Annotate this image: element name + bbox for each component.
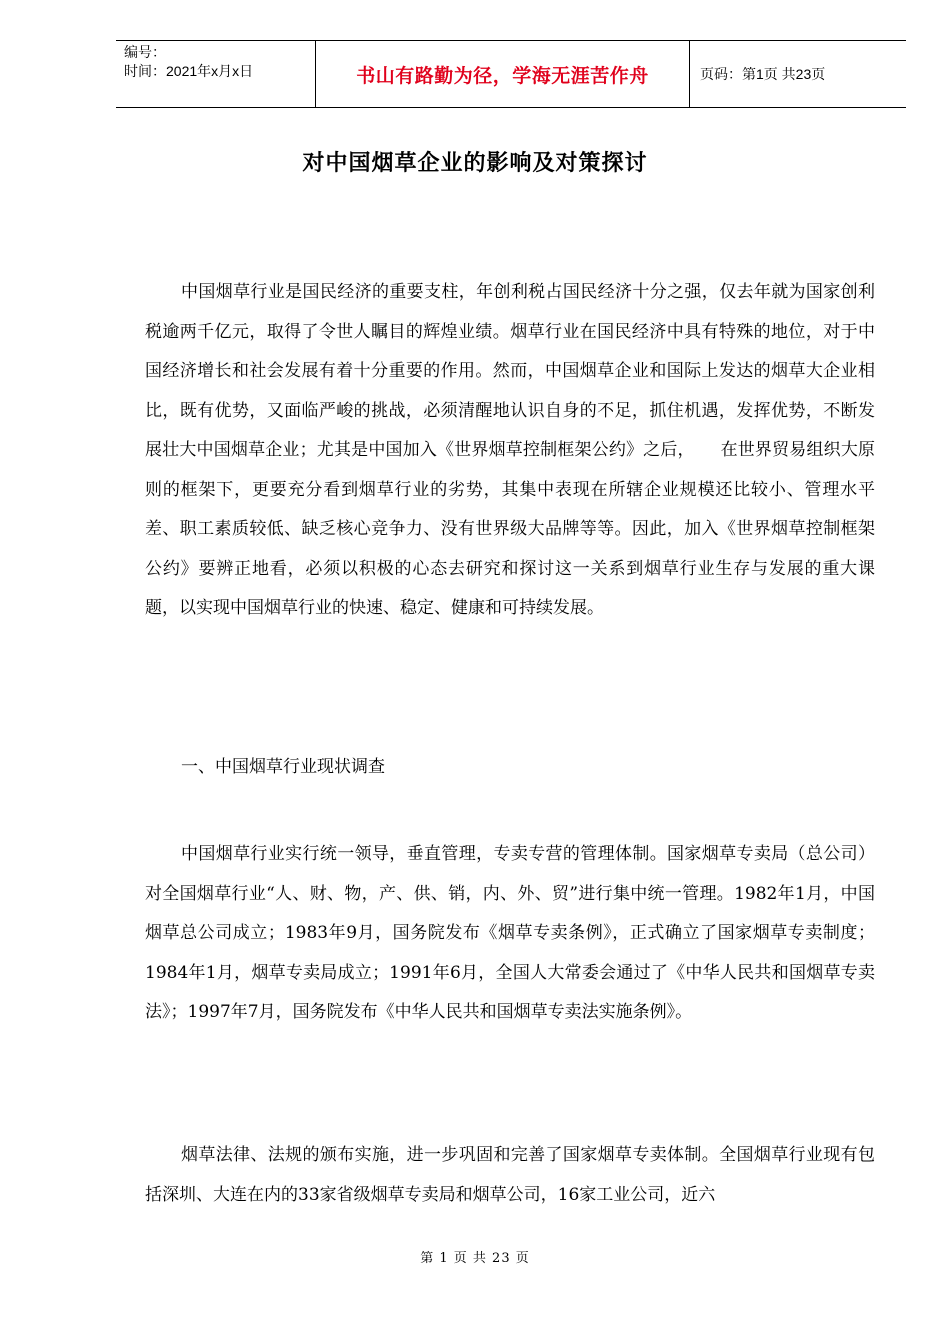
body-paragraph: 烟草法律、法规的颁布实施，进一步巩固和完善了国家烟草专卖体制。全国烟草行业现有包括深圳、大连在内的33家省级烟草专卖局和烟草公司，16家工业公司，近六 [145, 1145, 875, 1205]
intro-paragraph: 中国烟草行业是国民经济的重要支柱，年创利税占国民经济十分之强，仅去年就为国家创利税逾两千亿元，取得了令世人瞩目的辉煌业绩。烟草行业在国民经济中具有特殊的地位，对于中国经济增长和社会发展有着十分重要的作用。然而，中国烟草企业和国际上发达的烟草大企业相比，既有优势，又面临严峻的挑战，必须清醒地认识自身的不足，抓住机遇，发挥优势，不断发展壮大中国烟草企业；尤其是中国加入《世界烟草控制框架公约》之后， 在世界贸易组织大原则的框架下，更要充分看到烟草行业的劣势，其集中表现在所辖企业规模还比较小、管理水平差、职工素质较低、缺乏核心竞争力、没有世界级大品牌等等。因此，加入《世界烟草控制框架公约》要辨正地看，必须以积极的心态去研究和探讨这一关系到烟草行业生存与发展的重大课题，以实现中国烟草行业的快速、稳定、健康和可持续发展。 [145, 282, 875, 618]
section-heading: 一、中国烟草行业现状调查 [181, 757, 385, 777]
document-title: 对中国烟草企业的影响及对策探讨 [302, 151, 648, 176]
header-motto: 书山有路勤为径，学海无涯苦作舟 [316, 41, 690, 107]
document-number-label: 编号： [124, 44, 166, 60]
header-meta-cell [116, 41, 316, 107]
header-page-info: 页码：第1页 共23页 [700, 66, 826, 82]
body-paragraph: 中国烟草行业实行统一领导，垂直管理，专卖专营的管理体制。国家烟草专卖局（总公司）对全国烟草行业“人、财、物，产、供、销，内、外、贸”进行集中统一管理。1982年1月，中国烟草总公司成立；1983年9月，国务院发布《烟草专卖条例》，正式确立了国家烟草专卖制度；1984年1月，烟草专卖局成立；1991年6月，全国人大常委会通过了《中华人民共和国烟草专卖法》；1997年7月，国务院发布《中华人民共和国烟草专卖法实施条例》。 [145, 844, 875, 1022]
document-header [116, 40, 906, 108]
document-time-label: 时间：2021年x月x日 [124, 63, 254, 79]
page-footer: 第 1 页 共 23 页 [420, 1251, 530, 1266]
